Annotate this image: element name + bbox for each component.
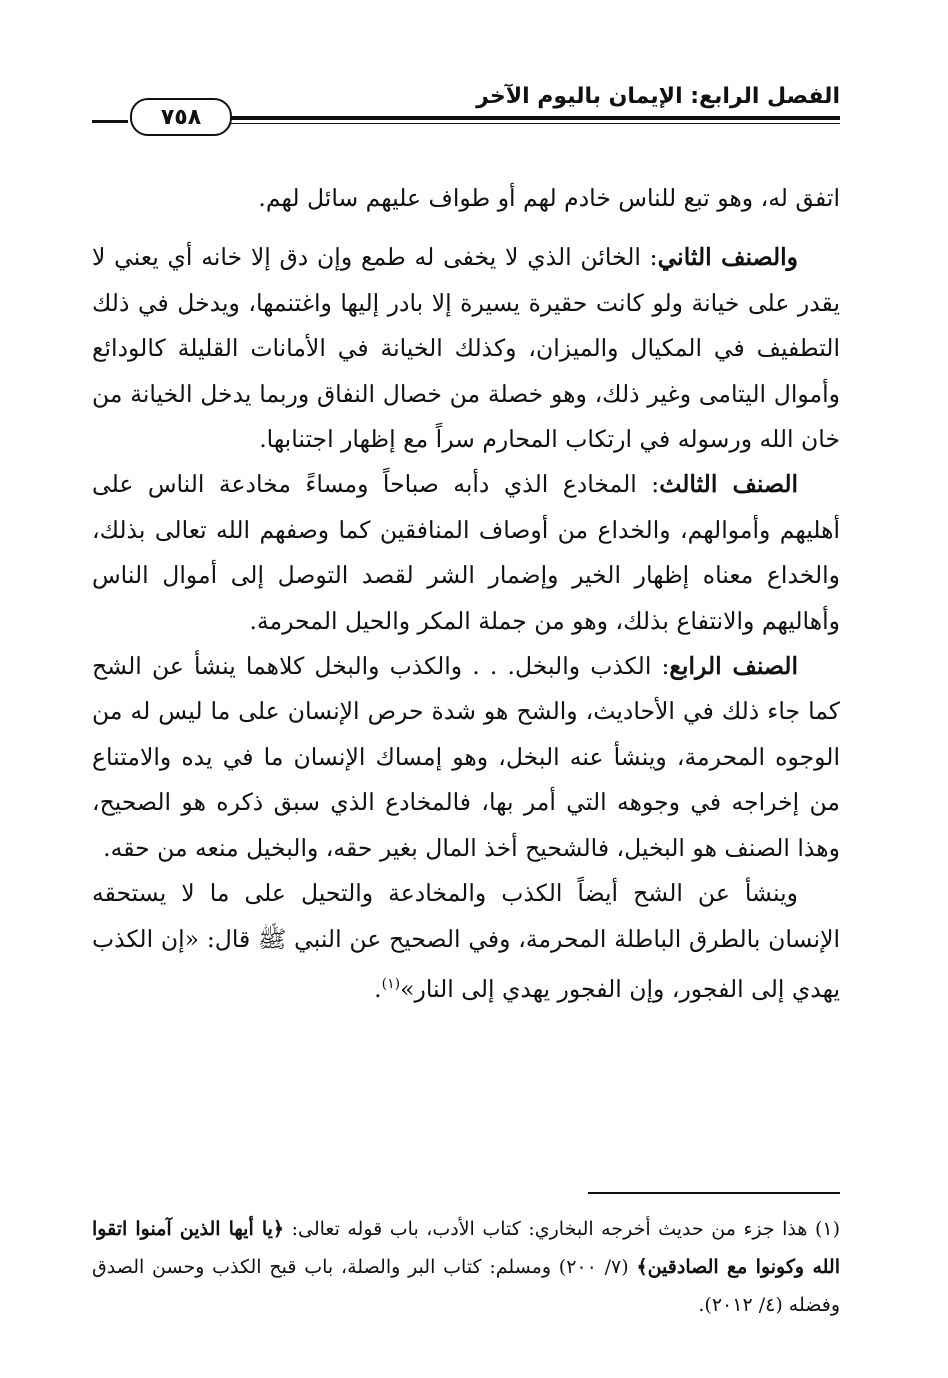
page-number: ٧٥٨ bbox=[130, 98, 232, 136]
paragraph-text: : الخائن الذي لا يخفى له طمع وإن دق إلا خانه أي يعني لا يقدر على خيانة ولو كانت حقيرة يسيرة إلا بادر إليها واغتنمها، ويدخل في ذلك التطفيف في المكيال والميزان، وكذلك الخيانة في الأمانات القليلة كالودائع وأموال اليتامى وغير ذلك، وهو خصلة من خصال النفاق وربما يدخل الخيانة من خان الله ورسوله في ارتكاب المحارم سراً مع إظهار اجتنابها. bbox=[92, 243, 840, 454]
paragraph-5 bbox=[92, 871, 840, 1012]
section-heading: الصنف الرابع bbox=[669, 652, 798, 681]
page-header bbox=[90, 70, 840, 130]
footnote-marker: (١) bbox=[814, 1218, 840, 1240]
paragraph-4 bbox=[92, 644, 840, 871]
footnote-reference[interactable]: (١) bbox=[381, 975, 401, 992]
paragraph-1: اتفق له، وهو تبع للناس خادم لهم أو طواف عليهم سائل لهم. bbox=[258, 184, 840, 212]
main-text bbox=[92, 176, 840, 1012]
section-heading: والصنف الثاني bbox=[657, 243, 798, 272]
paragraph-end: . bbox=[374, 974, 382, 1003]
footnote-citation: (٧/ ٢٠٠) ومسلم: كتاب البر والصلة، باب قبح الكذب وحسن الصدق وفضله (٤/ ٢٠١٢). bbox=[92, 1256, 840, 1316]
footnote-verse: ﴿يا أيها الذين آمنوا اتقوا الله وكونوا مع الصادقين﴾ bbox=[92, 1218, 840, 1278]
footnote-separator bbox=[588, 1192, 840, 1194]
paragraph-text: : المخادع الذي دأبه صباحاً ومساءً مخادعة الناس على أهليهم وأموالهم، والخداع من أوصاف المنافقين كما وصفهم الله تعالى بذلك، والخداع معناه إظهار الخير وإضمار الشر لقصد التوصل إلى أموال الناس وأهاليهم والانتفاع بذلك، وهو من جملة المكر والحيل المحرمة. bbox=[92, 470, 840, 635]
footnote-text: هذا جزء من حديث أخرجه البخاري: كتاب الأدب، باب قوله تعالى: bbox=[284, 1218, 815, 1240]
header-rule-thick bbox=[200, 116, 840, 120]
header-rule-thin bbox=[200, 123, 840, 124]
paragraph-text: وينشأ عن الشح أيضاً الكذب والمخادعة والتحيل على ما لا يستحقه الإنسان بالطرق الباطلة المحرمة، وفي الصحيح عن النبي ﷺ قال: «إن الكذب يهدي إلى الفجور، وإن الفجور يهدي إلى النار» bbox=[92, 879, 840, 1003]
section-heading: الصنف الثالث bbox=[659, 470, 799, 499]
paragraph-2 bbox=[92, 235, 840, 462]
paragraph-text: : الكذب والبخل. . . والكذب والبخل كلاهما ينشأ عن الشح كما جاء ذلك في الأحاديث، والشح هو شدة حرص الإنسان على ما ليس له من الوجوه المحرمة، وينشأ عنه البخل، وهو إمساك الإنسان ما في يده والامتناع من إخراجه في وجوهه التي أمر بها، فالمخادع الذي سبق ذكره هو الصحيح، وهذا الصنف هو البخيل، فالشحيح أخذ المال بغير حقه، والبخيل منعه من حقه. bbox=[92, 652, 840, 862]
page-number-dash bbox=[92, 120, 128, 123]
footnote bbox=[92, 1210, 840, 1324]
paragraph-3 bbox=[92, 462, 840, 644]
running-title: الفصل الرابع: الإيمان باليوم الآخر bbox=[476, 84, 840, 109]
